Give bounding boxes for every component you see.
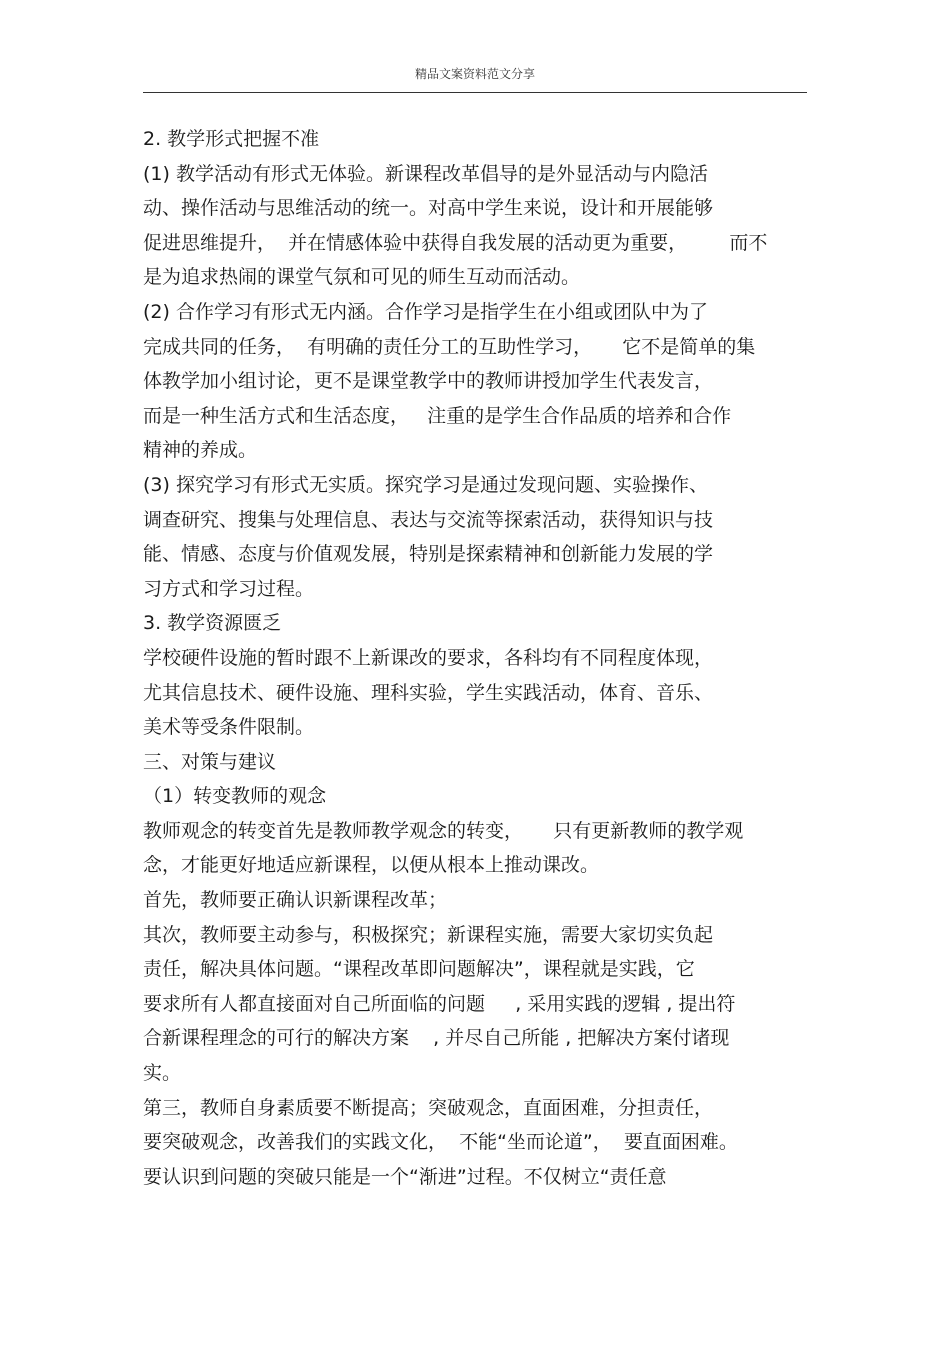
- paragraph-line: 首先，教师要正确认识新课程改革；: [143, 889, 448, 912]
- paragraph-line: 实。: [143, 1062, 182, 1085]
- subsection-heading: （1）转变教师的观念: [143, 785, 327, 808]
- paragraph-line: 调查研究、搜集与处理信息、表达与交流等探索活动，获得知识与技: [143, 508, 714, 531]
- document-body: [143, 122, 823, 1194]
- header-divider: [143, 92, 807, 93]
- paragraph-line: 要求所有人都直接面对自己所面临的问题 , 采用实践的逻辑 , 提出符: [143, 992, 736, 1015]
- paragraph-line: (3) 探究学习有形式无实质。探究学习是通过发现问题、实验操作、: [143, 473, 708, 496]
- paragraph-line: 能、情感、态度与价值观发展，特别是探索精神和创新能力发展的学: [143, 543, 714, 566]
- paragraph-line: 学校硬件设施的暂时跟不上新课改的要求，各科均有不同程度体现，: [143, 646, 714, 669]
- paragraph-line: 促进思维提升， 并在情感体验中获得自我发展的活动更为重要， 而不: [143, 231, 768, 254]
- paragraph-line: 而是一种生活方式和生活态度， 注重的是学生合作品质的培养和合作: [143, 404, 732, 427]
- paragraph-line: 念，才能更好地适应新课程，以便从根本上推动课改。: [143, 854, 600, 877]
- paragraph-line: (1) 教学活动有形式无体验。新课程改革倡导的是外显活动与内隐活: [143, 162, 708, 185]
- paragraph-line: 要突破观念，改善我们的实践文化， 不能“坐而论道”， 要直面困难。: [143, 1131, 738, 1154]
- paragraph-line: 美术等受条件限制。: [143, 716, 315, 739]
- paragraph-line: 要认识到问题的突破只能是一个“渐进”过程。不仅树立“责任意: [143, 1165, 667, 1188]
- section-heading: 2. 教学形式把握不准: [143, 128, 320, 150]
- page-header: 精品文案资料范文分享: [414, 67, 535, 81]
- paragraph-line: 完成共同的任务， 有明确的责任分工的互助性学习， 它不是简单的集: [143, 335, 756, 358]
- section-heading: 3. 教学资源匮乏: [143, 612, 282, 635]
- paragraph-line: 精神的养成。: [143, 439, 258, 462]
- paragraph-line: 教师观念的转变首先是教师教学观念的转变， 只有更新教师的教学观: [143, 819, 744, 842]
- paragraph-line: 第三，教师自身素质要不断提高；突破观念，直面困难，分担责任，: [143, 1096, 714, 1119]
- paragraph-line: 尤其信息技术、硬件设施、理科实验，学生实践活动，体育、音乐、: [143, 681, 714, 704]
- paragraph-line: 动、操作活动与思维活动的统一。对高中学生来说，设计和开展能够: [143, 197, 714, 220]
- paragraph-line: (2) 合作学习有形式无内涵。合作学习是指学生在小组或团队中为了: [143, 300, 708, 323]
- section-heading: 三、对策与建议: [143, 750, 277, 773]
- paragraph-line: 责任，解决具体问题。“课程改革即问题解决”，课程就是实践，它: [143, 958, 695, 981]
- paragraph-line: 其次，教师要主动参与，积极探究；新课程实施，需要大家切实负起: [143, 923, 714, 946]
- paragraph-line: 合新课程理念的可行的解决方案 , 并尽自己所能 , 把解决方案付诸现: [143, 1027, 730, 1050]
- paragraph-line: 是为追求热闹的课堂气氛和可见的师生互动而活动。: [143, 266, 581, 289]
- paragraph-line: 习方式和学习过程。: [143, 577, 315, 600]
- paragraph-line: 体教学加小组讨论，更不是课堂教学中的教师讲授加学生代表发言，: [143, 370, 714, 393]
